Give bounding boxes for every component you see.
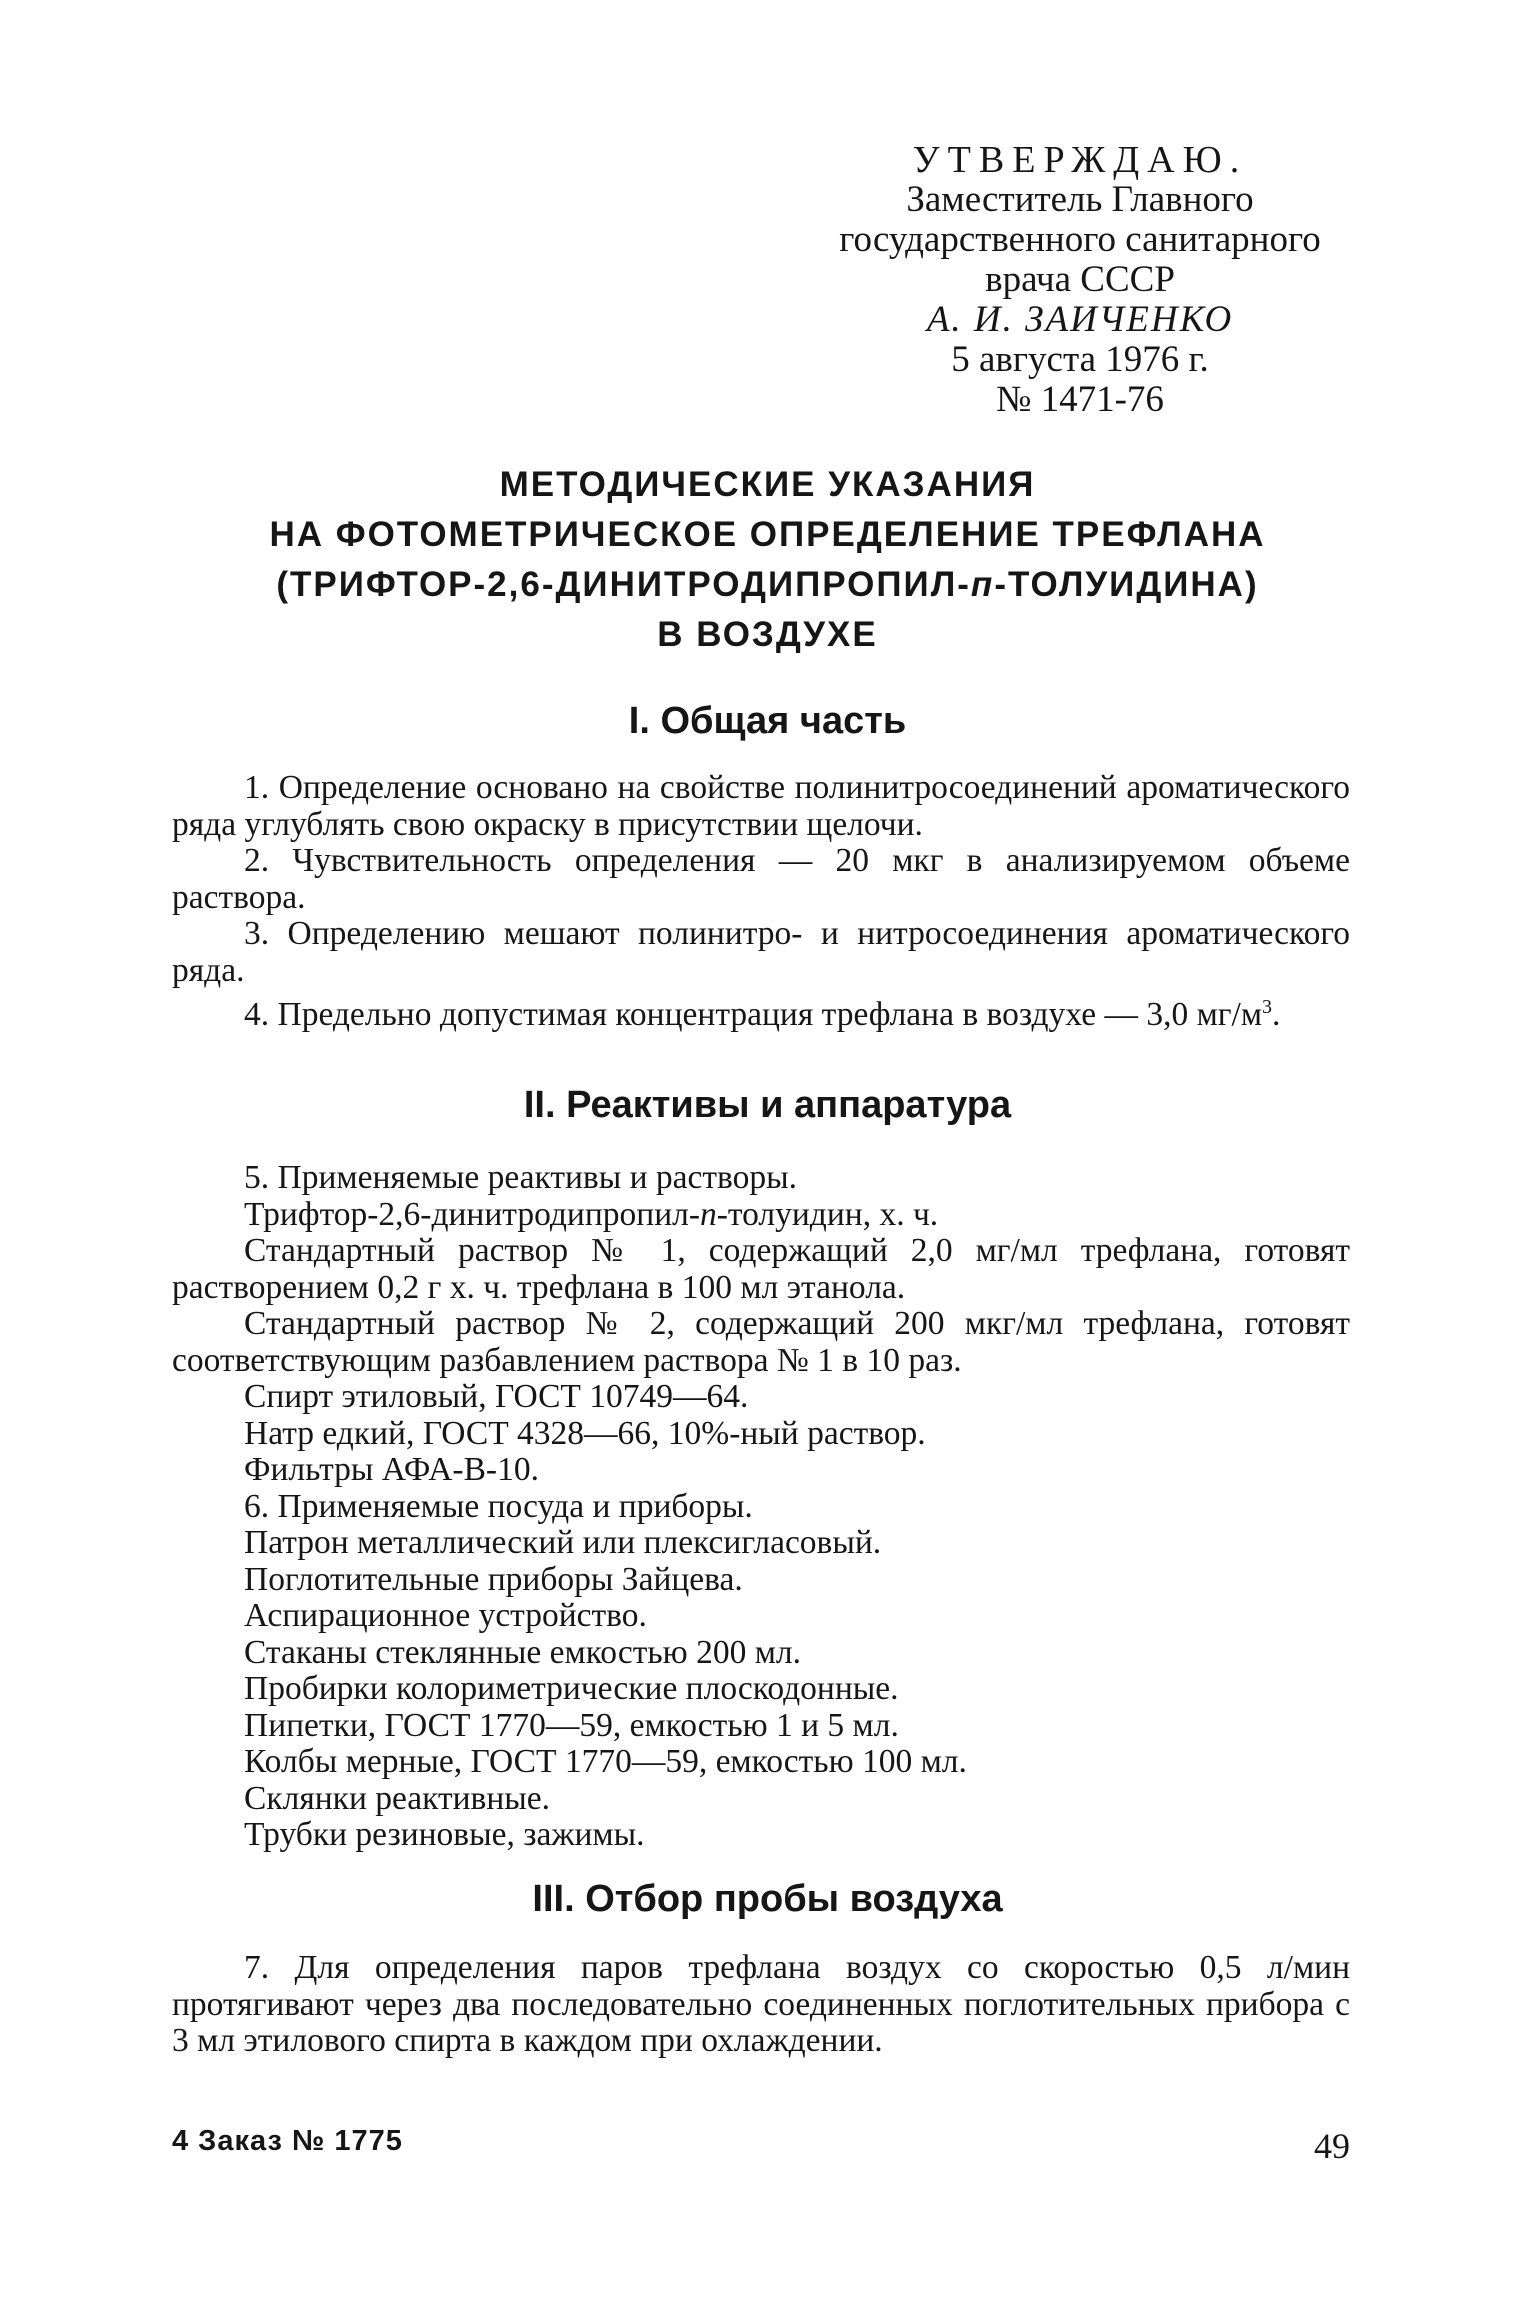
reagent-6: Фильтры АФА-В-10. [244,1451,539,1488]
title-line3-italic: п [970,565,995,604]
reagent-1-italic: п [700,1195,717,1233]
equipment-6: Пипетки, ГОСТ 1770—59, емкостью 1 и 5 мл. [244,1706,899,1744]
approval-number: № 1471-76 [996,379,1164,420]
approval-position-line3: врача СССР [985,259,1175,300]
reagent-1-post: -толуидин, х. ч. [716,1195,939,1233]
paragraph-4 [172,989,1350,1034]
paragraph-4-superscript: 3 [1262,996,1273,1018]
title-line3 [170,560,1365,610]
reagent-5: Натр едкий, ГОСТ 4328—66, 10%-ный раствор. [244,1414,926,1452]
paragraph-1: 1. Определение основано на свойстве полинитросоединений ароматического ряда углублять свою окраску в присутствии щелочи. [172,769,1350,843]
approval-date: 5 августа 1976 г. [951,339,1209,380]
approval-block [800,140,1360,420]
print-order-note: 4 Заказ № 1775 [172,2125,403,2157]
reagent-4: Спирт этиловый, ГОСТ 10749—64. [244,1378,749,1415]
reagent-2: Стандартный раствор № 1, содержащий 2,0 мг/мл трефлана, готовят растворением 0,2 г х. ч. трефлана в 100 мл этанола. [172,1232,1350,1306]
approval-heading: УТВЕРЖДАЮ. [912,139,1248,181]
approval-position-line1: Заместитель Главного [906,179,1254,220]
section2-heading: II. Реактивы и аппаратура [523,1084,1012,1126]
title-line3-post: -ТОЛУИДИНА) [994,565,1259,604]
paragraph-5: 5. Применяемые реактивы и растворы. [244,1159,797,1196]
section3-body [172,1950,1350,2060]
equipment-2: Поглотительные приборы Зайцева. [244,1560,743,1598]
section3-heading: III. Отбор пробы воздуха [532,1878,1003,1920]
section1-heading: I. Общая часть [628,700,907,742]
paragraph-2: 2. Чувствительность определения — 20 мкг в анализируемом объеме раствора. [172,842,1350,916]
approval-position-line2: государственного санитарного [839,219,1321,260]
paragraph-6: 6. Применяемые посуда и приборы. [244,1487,753,1525]
reagent-3: Стандартный раствор № 2, содержащий 200 мкг/мл трефлана, готовят соответствующим разбавлением раствора № 1 в 10 раз. [172,1305,1350,1379]
page-number: 49 [1314,2126,1350,2166]
equipment-1: Патрон металлический или плексигласовый. [244,1524,882,1561]
equipment-9: Трубки резиновые, зажимы. [244,1816,645,1853]
equipment-5: Пробирки колориметрические плоскодонные. [244,1670,899,1707]
section1-body [172,770,1350,1034]
title-line1: МЕТОДИЧЕСКИЕ УКАЗАНИЯ [499,465,1036,504]
document-title [170,460,1365,660]
paragraph-3: 3. Определению мешают полинитро- и нитросоединения ароматического ряда. [172,915,1350,989]
equipment-7: Колбы мерные, ГОСТ 1770—59, емкостью 100 мл. [244,1743,967,1780]
paragraph-4-text: 4. Предельно допустимая концентрация трефлана в воздухе — 3,0 мг/м [244,996,1263,1034]
equipment-4: Стаканы стеклянные емкостью 200 мл. [244,1633,801,1671]
paragraph-4-end: . [1272,996,1281,1034]
reagent-1 [172,1197,1350,1234]
title-line3-pre: (ТРИФТОР-2,6-ДИНИТРОДИПРОПИЛ- [276,565,971,604]
title-line2: НА ФОТОМЕТРИЧЕСКОЕ ОПРЕДЕЛЕНИЕ ТРЕФЛАНА [269,515,1266,554]
approver-name: А. И. ЗАИЧЕНКО [926,299,1234,340]
equipment-8: Склянки реактивные. [244,1779,551,1817]
title-line4: В ВОЗДУХЕ [657,615,878,654]
paragraph-7: 7. Для определения паров трефлана воздух со скоростью 0,5 л/мин протягивают через два последовательно соединенных поглотительных прибора с 3 мл этилового спирта в каждом при охлаждении. [172,1949,1350,2059]
reagent-1-pre: Трифтор-2,6-динитродипропил- [244,1195,700,1233]
equipment-3: Аспирационное устройство. [244,1597,647,1634]
section2-body [172,1160,1350,1854]
